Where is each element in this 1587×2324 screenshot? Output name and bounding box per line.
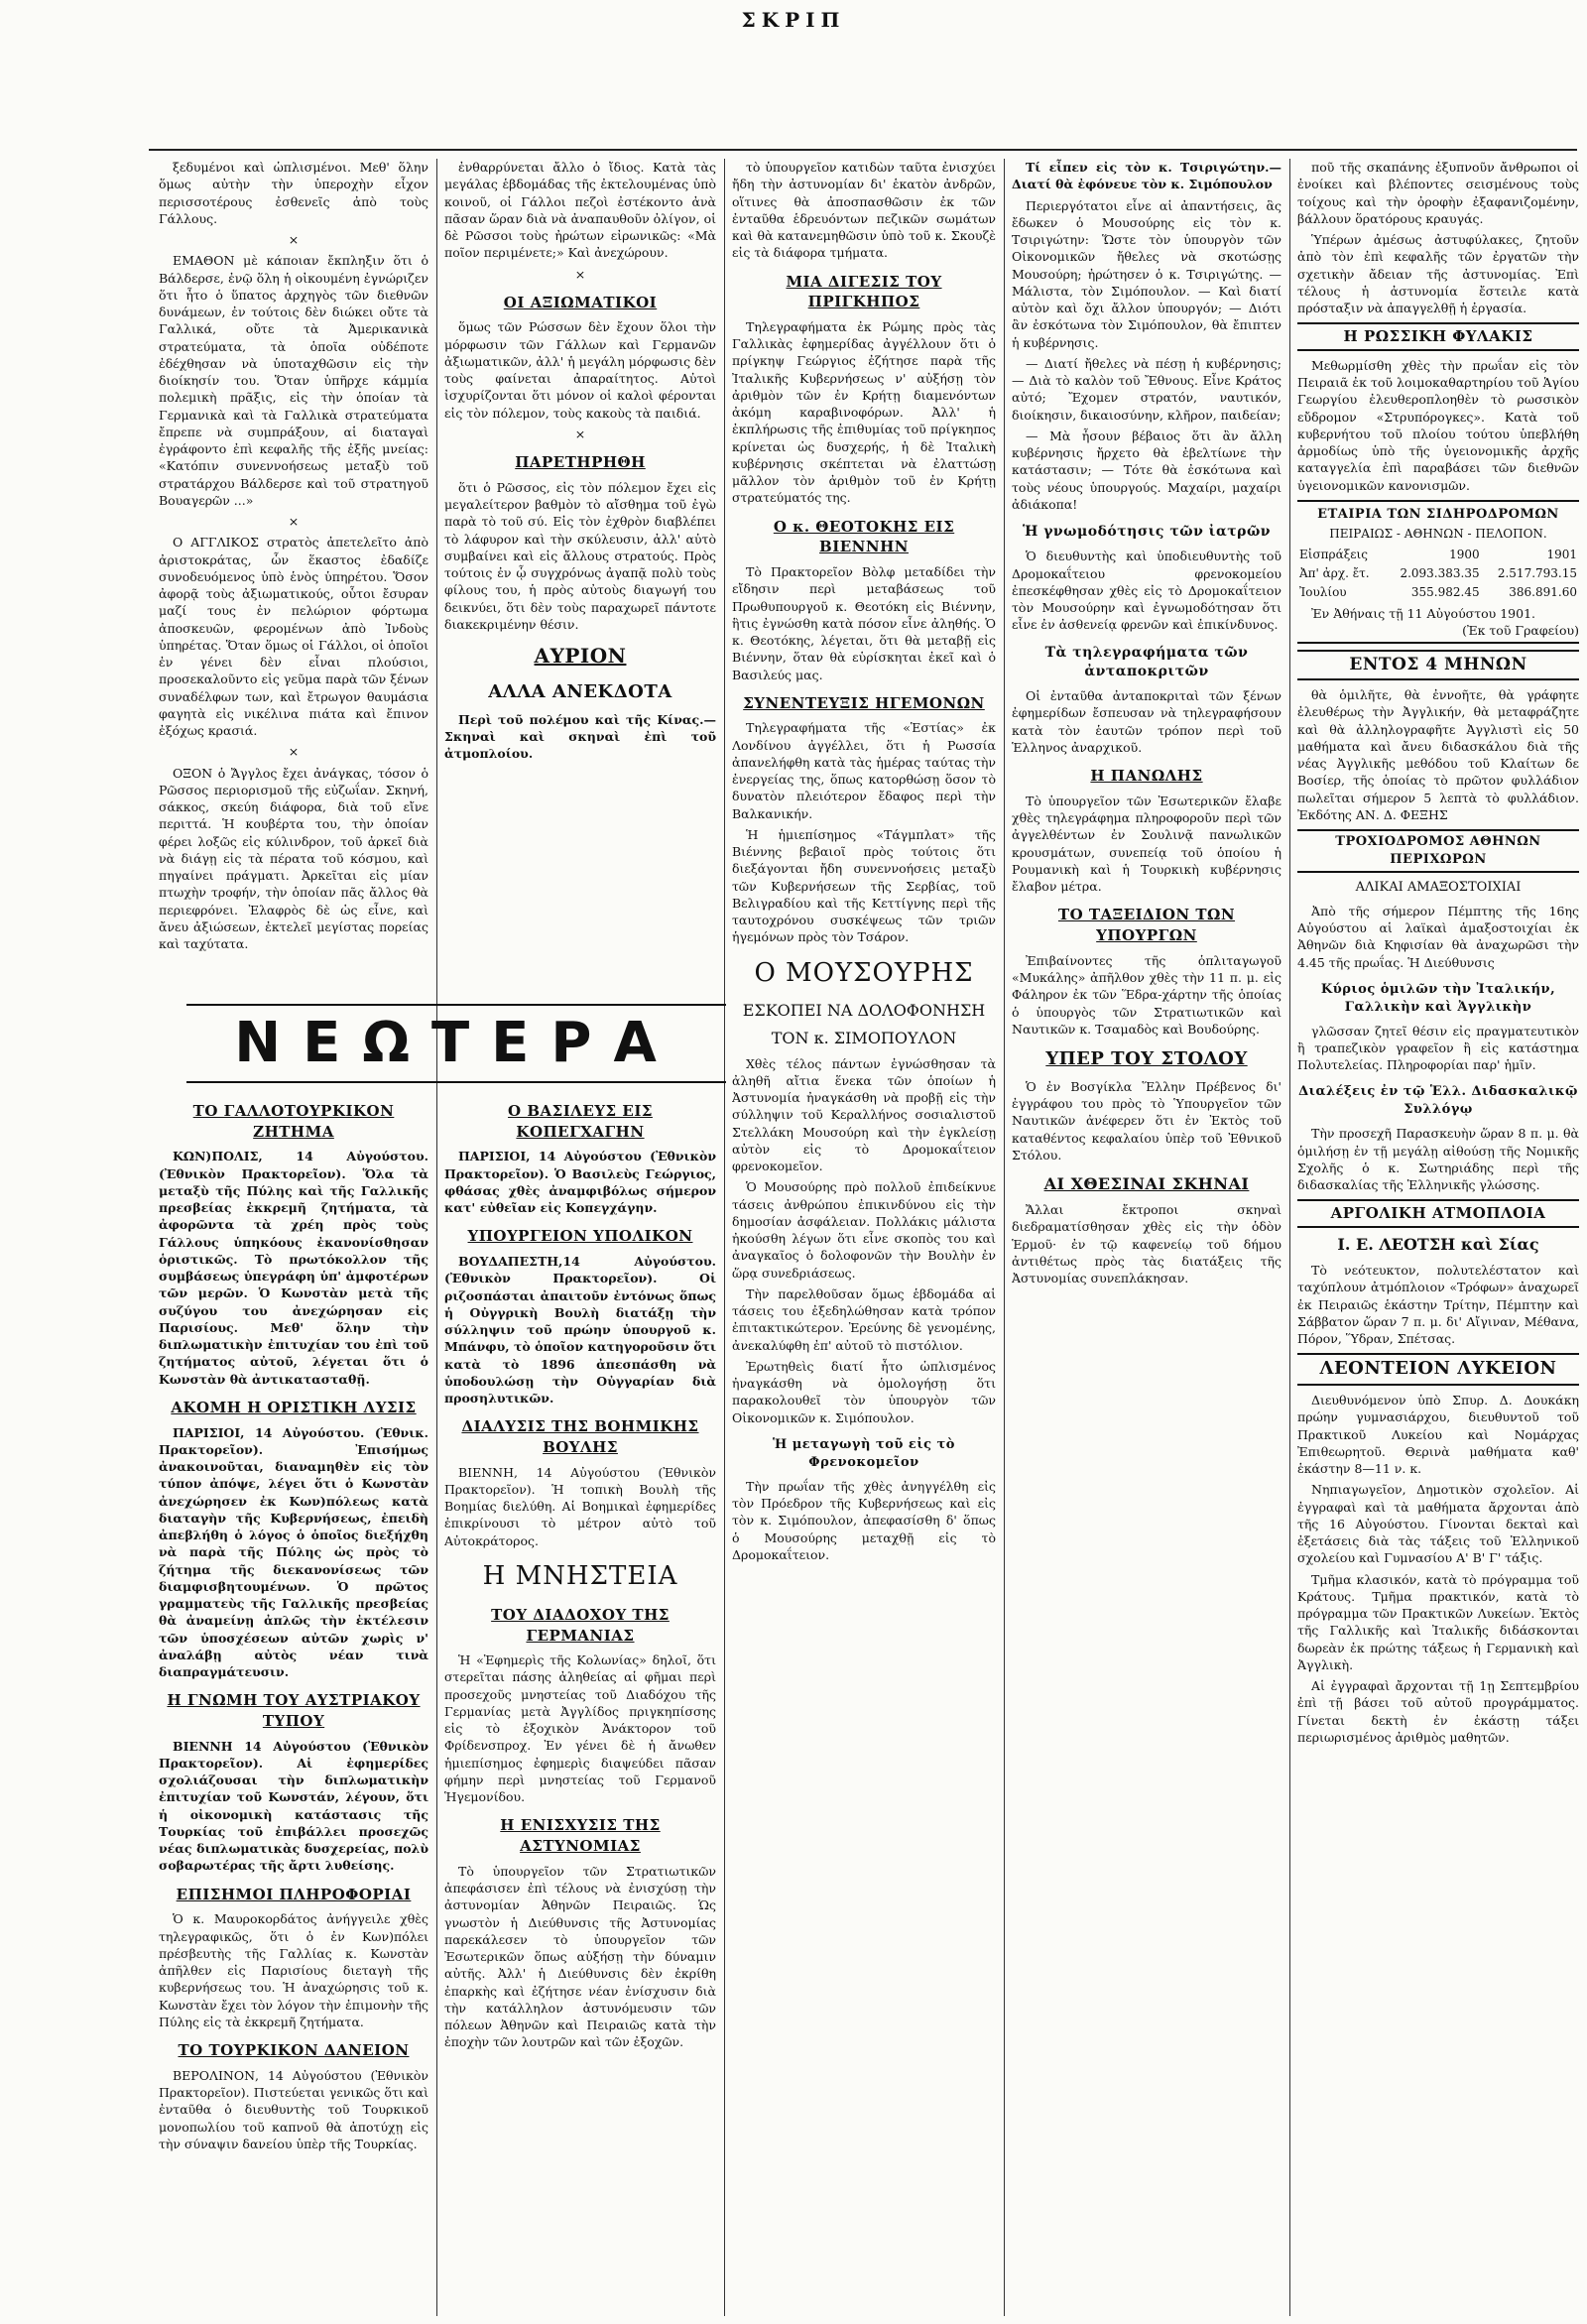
article-heading: ΤΟ ΓΑΛΛΟΤΟΥΡΚΙΚΟΝ ΖΗΤΗΜΑ xyxy=(192,1102,395,1141)
article-heading: ΕΠΙΣΗΜΟΙ ΠΛΗΡΟΦΟΡΙΑΙ xyxy=(176,1885,412,1903)
paragraph: Τὴν προσεχῆ Παρασκευὴν ὥραν 8 π. μ. θὰ ὁμιλήσῃ ἐν τῇ μεγάλῃ αἰθούσῃ τῆς Νομικῆς Σχολῆς ὁ κ. Σωτηριάδης περὶ τῆς διδασκαλίας τῆς Ἑλληνικῆς γλώσσης. xyxy=(1297,1126,1579,1193)
column-rule xyxy=(1004,159,1005,2316)
article-heading: Ἡ γνωμοδότησις τῶν ἰατρῶν xyxy=(1023,524,1271,540)
article-heading: Η ΕΝΙΣΧΥΣΙΣ ΤΗΣ ΑΣΤΥΝΟΜΙΑΣ xyxy=(500,1816,661,1856)
table-header: Εἰσπράξεις xyxy=(1299,548,1368,562)
article-heading: ΣΥΝΕΝΤΕΥΞΙΣ ΗΓΕΜΟΝΩΝ xyxy=(743,693,985,712)
paragraph: Ἀπὸ τῆς σήμερον Πέμπτης τῆς 16ης Αὐγούστου αἱ λαϊκαὶ ἁμαξοστοιχίαι ἐκ Ἀθηνῶν διὰ Κηφισίαν θὰ ἀναχωρῶσι τὴν 4.45 τῆς πρωΐας. Ἡ Διεύθυνσις xyxy=(1297,903,1579,970)
article-subheading: ΕΣΚΟΠΕΙ ΝΑ ΔΟΛΟΦΟΝΗΣΗ xyxy=(742,1000,986,1020)
table-row xyxy=(1297,564,1579,583)
paragraph: ποῦ τῆς σκαπάνης ἐξυπνοῦν ἄνθρωποι οἱ ἐνοίκει καὶ βλέποντες σεισμένους τοὺς τοίχους καὶ τὴν ὀροφὴν ἐξαφανιζομένην, βάλλουν ὅρατόρους κραυγάς. xyxy=(1297,160,1579,226)
paragraph: Οἱ ἐνταῦθα ἀνταποκριταὶ τῶν ξένων ἐφημερίδων ἔσπευσαν νὰ τηλεγραφήσουν κατὰ τὸν ἑαυτῶν τρόπον περὶ τοῦ Ἑλληνος ἀναρχικοῦ. xyxy=(1012,688,1282,755)
paragraph: Τὸ νεότευκτον, πολυτελέστατον καὶ ταχύπλουν ἀτμόπλοιον «Τρόφων» ἀναχωρεῖ ἐκ Πειραιῶς ἑκάστην Τρίτην, Πέμπτην καὶ Σάββατον ὥραν 7 π. μ. δι' Αἴγιναν, Μέθανα, Πόρον, Ὕδραν, Σπέτσας. xyxy=(1297,1263,1579,1347)
paragraph: ΒΟΥΔΑΠΕΣΤΗ,14 Αὐγούστου. (Ἐθνικὸν Πρακτορεῖον). Οἱ ριζοσπάσται ἀπαιτοῦν ἐντόνως ὅπως ἡ Οὐγγρικὴ Βουλὴ διατάξῃ τὴν σύλληψιν τοῦ πρώην ὑπουργοῦ κ. Μπάνφυ, τὸ ὁποῖον κατηγοροῦσιν ὅτι κατὰ τὸ 1896 ἀπεσπάσθη νὰ ὑποδουλώσῃ τὴν Οὐγγαρίαν διὰ προσηλυτικῶν. xyxy=(444,1254,716,1407)
article-heading: Κύριος ὁμιλῶν τὴν Ἰταλικήν, Γαλλικὴν καὶ Ἀγγλικὴν xyxy=(1320,981,1556,1015)
paragraph: Τὴν πρωΐαν τῆς χθὲς ἀνηγγέλθη εἰς τὸν Πρόεδρον τῆς Κυβερνήσεως καὶ εἰς τὸν κ. Σιμόπουλον, ἀπεφασίσθη δ' ὅπως ὁ Μουσούρης μεταχθῇ εἰς τὸ Δρομοκαΐτειον. xyxy=(732,1478,996,1562)
paragraph: τὸ ὑπουργεῖον κατιδὼν ταῦτα ἐνισχύει ἤδη τὴν ἀστυνομίαν δι' ἑκατὸν ἀνδρῶν, οἵτινες θὰ ἀποσπασθῶσιν ἐκ τῶν ἐνταῦθα ἑδρευόντων πεζικῶν σωμάτων καὶ θὰ κατανεμηθῶσιν ὑπὸ τοῦ κ. Σκουζὲ εἰς τὰ διάφορα τμήματα. xyxy=(732,160,996,261)
paragraph: ΚΩΝ)ΠΟΛΙΣ, 14 Αὐγούστου. (Ἐθνικὸν Πρακτορεῖον). Ὅλα τὰ μεταξὺ τῆς Πύλης καὶ τῆς Γαλλικῆς πρεσβείας ἐκκρεμῆ ζητήματα, τὰ ἀφορῶντα τὰ χρέη πρὸς τοὺς Γάλλους ὑπηκόους ἐκανονίσθησαν ὁριστικῶς. Τὸ πρωτόκολλον τῆς συμβάσεως ὑπεγράφη ὑπ' ἀμφοτέρων τῶν μερῶν. Ὁ Κωνστὰν μετὰ τῆς συζύγου του ἀνεχώρησαν εἰς Παρισίους. Μεθ' ὅλην τὴν διπλωματικὴν ἐπιτυχίαν του ἐπὶ τοῦ ζητήματος αὐτοῦ, λέγεται ὅτι ὁ Κωνστὰν θὰ ἀντικατασταθῇ. xyxy=(159,1149,428,1387)
paragraph: — Μὰ ἦσουν βέβαιος ὅτι ἂν ἄλλη κυβέρνησις ἤρχετο θὰ ἐβελτίωνε τὴν κατάστασιν; — Τότε θὰ ἐσκότωνα καὶ τοὺς νέους ὑπουργούς. Μαχαίρι, μαχαίρι ἀδιάκοπα! xyxy=(1012,428,1282,512)
paragraph: ΒΙΕΝΝΗ, 14 Αὐγούστου (Ἐθνικὸν Πρακτορεῖον). Ἡ τοπικὴ Βουλὴ τῆς Βοημίας διελύθη. Αἱ Βοημικαὶ ἐφημερίδες ἐπικρίνουσι τὸ μέτρον αὐτὸ τοῦ Αὐτοκράτορος. xyxy=(444,1464,716,1548)
paragraph: Ἡ ἡμιεπίσημος «Τάγμπλατ» τῆς Βιέννης βεβαιοῖ πρὸς τούτοις ὅτι διεξάγονται ἤδη συνεννοήσεις μεταξὺ τῶν Κυβερνήσεων τῆς Σερβίας, τοῦ Βελιγραδίου καὶ τῆς Κεττίγνης περὶ τῆς ταυτοχρόνου συσκέψεως τῶν τριῶν ἡγεμόνων πρὸς τὸν Τσάρον. xyxy=(732,826,996,945)
table-cell: 2.093.383.35 xyxy=(1400,565,1480,580)
article-heading: Ο κ. ΘΕΟΤΟΚΗΣ ΕΙΣ ΒΙΕΝΝΗΝ xyxy=(773,517,955,556)
article-heading: Η ΠΑΝΩΛΗΣ xyxy=(1090,767,1203,786)
paragraph: Περιεργότατοι εἶνε αἱ ἀπαντήσεις, ἃς ἔδωκεν ὁ Μουσούρης εἰς τὸν κ. Τσιριγώτην: Ὥστε τὸν ὑπουργὸν τῶν Οἰκονομικῶν ἤθελες νὰ σκοτώσῃς Μουσούρη; ἠρώτησεν ὁ κ. Τσιριγώτης. — Μάλιστα, τὸν Σιμόπουλον. — Καὶ διατί αὐτὸν καὶ ὄχι ἄλλον ὑπουργόν; — Διότι ἂν ἐσκότωνα τὸν Σιμόπουλον, θὰ ἔπιπτεν ἡ κυβέρνησις. xyxy=(1012,197,1282,350)
paragraph: Νηπιαγωγεῖον, Δημοτικὸν σχολεῖον. Αἱ ἐγγραφαὶ καὶ τὰ μαθήματα ἄρχονται ἀπὸ τῆς 16 Αὐγούστου. Γίνονται δεκταὶ καὶ ἐξετάσεις διὰ τὰς τάξεις τοῦ Ἑλληνικοῦ σχολείου καὶ Γυμνασίου Α' Β' Γ' τάξις. xyxy=(1297,1482,1579,1566)
paragraph: Τὸ ὑπουργεῖον τῶν Ἐσωτερικῶν ἔλαβε χθὲς τηλεγράφημα πληροφοροῦν περὶ τῶν ἀγγελθέντων ἐν Σουλινᾷ πανωλικῶν κρουσμάτων, συνεπείᾳ τοῦ ὁποίου ἡ Ρουμανικὴ καὶ ἡ Τουρκικὴ κυβέρνησις ἔλαβον μέτρα. xyxy=(1012,793,1282,895)
column-2 xyxy=(444,159,716,992)
table-header: 1901 xyxy=(1546,548,1577,562)
paragraph: Ὁ ἐν Βοσγίκλα Ἕλλην Πρέβενος δι' ἐγγράφου του πρὸς τὸ Ὑπουργεῖον τῶν Ναυτικῶν ἀνέφερεν ὅτι ἐν Ἐκτὸς τοῦ καταθέντος κεφαλαίου ὑπὲρ τοῦ Ἐθνικοῦ Στόλου. xyxy=(1012,1078,1282,1162)
article-heading: ΤΟ ΤΑΞΕΙΔΙΟΝ ΤΩΝ ΥΠΟΥΡΓΩΝ xyxy=(1057,906,1236,945)
paragraph: ἐνθαρρύνεται ἄλλο ὁ ἴδιος. Κατὰ τὰς μεγάλας ἑβδομάδας τῆς ἐκτελουμένας ὑπὸ κοινοῦ, οἱ Γάλλοι πεζοὶ ἐστέκοντο ἀνὰ πᾶσαν ὥραν διὰ νὰ ἀναπαυθοῦν ὀλίγον, οἱ δὲ Ρῶσσοι τοὺς ἠρώτων εἰρωνικῶς: «Μὰ ποῖον περιμένετε;» Καὶ ἀνεχώρουν. xyxy=(444,160,716,261)
table-cell: 2.517.793.15 xyxy=(1497,565,1577,580)
paragraph: Τηλεγραφήματα τῆς «Ἑστίας» ἐκ Λονδίνου ἀγγέλλει, ὅτι ἡ Ρωσσία ἀπανελήφθη κατὰ τὰς ἡμέρας ταύτας τὴν ἐνεργείας της, ὅπως κατορθώσῃ ὅσον τὸ δυνατὸν πλειότερον ἔδαφος περὶ τὴν Βαλκανικήν. xyxy=(732,720,996,821)
separator: × xyxy=(574,426,586,441)
article-heading: ΑΙ ΧΘΕΣΙΝΑΙ ΣΚΗΝΑΙ xyxy=(1043,1174,1250,1194)
paragraph: Ἐπιβαίνοντες τῆς ὁπλιταγωγοῦ «Μυκάλης» ἀπῆλθον χθὲς τὴν 11 π. μ. εἰς Φάληρον ἐκ τῶν Ἕδρα-χάρτην τῆς ὁποίας ὁ ὑπουργὸς τῶν Στρατιωτικῶν καὶ Ναυτικῶν κ. Τσαμαδὸς καὶ Βουδούρης. xyxy=(1012,952,1282,1037)
paragraph: Τί εἶπεν εἰς τὸν κ. Τσιριγώτην.— Διατί θὰ ἐφόνευε τὸν κ. Σιμόπουλον xyxy=(1012,160,1282,192)
separator: × xyxy=(288,744,300,760)
paragraph: Τηλεγραφήματα ἐκ Ρώμης πρὸς τὰς Γαλλικὰς ἐφημερίδας ἀγγέλλουν ὅτι ὁ πρίγκηψ Γεώργιος ἐζήτησε παρὰ τῆς Ἰταλικῆς Κυβερνήσεως ν' αὐξήσῃ τὸν ἀριθμὸν τῶν ἐν Κρήτῃ διαμενόντων ἀκόμη καραβινοφόρων. Ἀλλ' ἡ ἐκπλήρωσις τῆς ἐπιθυμίας τοῦ πρίγκηπος κρίνεται ὡς δυσχερής, ἡ δὲ Ἰταλικὴ κυβέρνησις σκέπτεται νὰ ἐλαττώσῃ μᾶλλον τὸν ἀριθμὸν τοῦ ἐν Κρήτῃ στρατεύματός της. xyxy=(732,318,996,506)
paragraph: θὰ ὁμιλῆτε, θὰ ἐννοῆτε, θὰ γράφητε ἐλευθέρως τὴν Ἀγγλικήν, θὰ μεταφράζητε καὶ θὰ ἀλληλογραφῆτε Ἀγγλιστὶ εἰς 50 μαθήματα καὶ ἄνευ διδασκάλου διὰ τῆς νέας Ἀγγλικῆς μεθόδου τοῦ Κλαίτων δε Βοσίερ, τῆς ὁποίας τὸ πρῶτον φυλλάδιον πωλεῖται σήμερον 5 λεπτὰ τὸ φυλλάδιον. Ἐκδότης ΑΝ. Δ. ΦΕΞΗΣ xyxy=(1297,687,1579,822)
column-3 xyxy=(732,159,996,2316)
article-heading: ΟΙ ΑΞΙΩΜΑΤΙΚΟΙ xyxy=(503,293,658,311)
paragraph: Ὁ Μουσούρης πρὸ πολλοῦ ἐπιδείκνυε τάσεις ἀνθρώπου ἐπικινδύνου εἰς τὴν δημοσίαν ἀσφάλειαν. Πολλάκις μάλιστα ἠκούσθη λέγων ὅτι εἶνε σκοπὸς του καὶ ἀναγκαῖος ὁ δολοφονῶν τὴν Βουλὴν ἐν ὥρᾳ συνεδριάσεως. xyxy=(732,1179,996,1281)
paragraph: ὅτι ὁ Ρῶσσος, εἰς τὸν πόλεμον ἔχει εἰς μεγαλείτερον βαθμὸν τὸ αἴσθημα τοῦ ἐγὼ παρὰ τὸ τοῦ σύ. Εἰς τὸν ἐχθρὸν διαβλέπει τὸ λάφυρον καὶ τὴν σκύλευσιν, ἀλλ' αὐτὸ συμβαίνει καὶ εἰς ἄλλους στρατούς. Πρὸς τούτοις ἐν ᾧ συγχρόνως ἀγαπᾷ πολὺ τοὺς φίλους του, ἡ πρὸς αὐτοὺς διαγωγή του δεικνύει, ὅτι δὲν τοὺς παραχωρεῖ πάντοτε διακεκριμένην θέσιν. xyxy=(444,479,716,632)
masthead: ΣΚΡΙΠ xyxy=(741,8,846,32)
paragraph: Τὸ Πρακτορεῖον Βὸλφ μεταδίδει τὴν εἴδησιν περὶ μεταβάσεως τοῦ Πρωθυπουργοῦ κ. Θεοτόκη εἰς Βιέννην, ἣτις ἐγνώσθη κατὰ πόσον εἶνε ἀληθής. Ὁ κ. Θεοτόκης, λέγεται, ὅτι θὰ μεταβῇ εἰς Βιέννην, ὅταν θὰ εὑρίσκηται ἐκεῖ καὶ ὁ Βασιλεύς μας. xyxy=(732,564,996,682)
table-cell: Ἀπ' ἀρχ. ἔτ. xyxy=(1299,565,1370,580)
article-heading: ΤΟΥ ΔΙΑΔΟΧΟΥ ΤΗΣ ΓΕΡΜΑΝΙΑΣ xyxy=(491,1605,670,1645)
paragraph: Χθὲς τέλος πάντων ἐγνώσθησαν τὰ ἀληθῆ αἴτια ἕνεκα τῶν ὁποίων ἡ Ἀστυνομία ἠναγκάσθη νὰ προβῇ εἰς τὴν σύλληψιν τοῦ Κεραλλήνος σοσιαλιστοῦ Στελλάκη Μουσούρη καὶ τὴν ἐγκλείσῃ αὐτὸν εἰς τὸ Δρομοκαΐτειον φρενοκομεῖον. xyxy=(732,1055,996,1174)
article-subheading: ΤΟΝ κ. ΣΙΜΟΠΟΥΛΟΝ xyxy=(771,1028,957,1047)
banner-rule xyxy=(186,1004,726,1006)
article-heading: Ἡ μεταγωγὴ τοῦ εἰς τὸ Φρενοκομεῖον xyxy=(773,1436,955,1470)
article-heading: Η ΜΝΗΣΤΕΙΑ xyxy=(482,1560,678,1591)
article-heading: Ο ΜΟΥΣΟΥΡΗΣ xyxy=(754,957,974,988)
table-header: 1900 xyxy=(1449,548,1480,562)
neotera-right-column xyxy=(444,1091,716,2316)
article-subheading: Ι. Ε. ΛΕΟΤΣΗ καὶ Σίας xyxy=(1337,1235,1539,1255)
paragraph: Ὑπέρων ἀμέσως ἀστυφύλακες, ζητοῦν ἀπὸ τὸν ἐπὶ κεφαλῆς τῶν ἐργατῶν τὴν σχετικὴν ἄδειαν τῆς ἀστυνομίας. Ἐπὶ τέλους ἡ ἀστυνομία ἔστειλε κατὰ πρόσταξιν νὰ ἀπαγγελθῇ ἡ ἐργασία. xyxy=(1297,232,1579,315)
table-note: Ἐν Ἀθήναις τῇ 11 Αὐγούστου 1901. xyxy=(1311,606,1536,622)
paragraph: ΟΞΟΝ ὁ Ἄγγλος ἔχει ἀνάγκας, τόσον ὁ Ρῶσσος περιορισμοῦ τῆς εὐζωΐαν. Σκηνή, σάκκος, σκεύη διάφορα, διὰ τοῦ εἴνε περιττά. Ἡ κουβέρτα του, τὴν ὁποίαν φέρει λοξῶς εἰς κύλινδρον, τοῦ ἀρκεῖ διὰ νὰ διάγῃ εἰς τὰ πέρατα τοῦ κόσμου, καὶ πηγαίνει πράγματι. Ἀρκεῖται εἰς μίαν πτωχὴν τροφήν, τὴν ὁποίαν πᾶς ἄλλος θὰ περιεφρόνει. Ἐλαφρὸς δὲ ὡς εἶνε, καὶ ἄνευ ἀξιώσεων, ἐκτελεῖ μεγίστας πορείας καὶ ταχύτατα. xyxy=(159,765,428,951)
article-heading: ΑΚΟΜΗ Η ΟΡΙΣΤΙΚΗ ΛΥΣΙΣ xyxy=(171,1398,417,1416)
article-heading: Τὰ τηλεγραφήματα τῶν ἀνταποκριτῶν xyxy=(1044,644,1249,679)
column-rule xyxy=(436,159,437,2316)
article-heading: ΕΤΑΙΡΙΑ ΤΩΝ ΣΙΔΗΡΟΔΡΟΜΩΝ xyxy=(1317,506,1559,522)
paragraph: Μεθωρμίσθη χθὲς τὴν πρωΐαν εἰς τὸν Πειραιᾶ ἐκ τοῦ λοιμοκαθαρτηρίου τοῦ Ἁγίου Γεωργίου ἐλευθεροπλοηθὲν τὸ ρωσσικὸν εὔδρομον «Στρυπόρογκες». Κατὰ τοῦ κυβερνήτου τοῦ πλοίου τούτου ὑπεβλήθη ἀρμοδίως ὑπὸ τῆς ὑγειονομικῆς ἀρχῆς καταγγελία ἐπὶ παραβάσει τῶν διεθνῶν ὑγειονομικῶν κανονισμῶν. xyxy=(1297,357,1579,493)
article-heading: Ο ΒΑΣΙΛΕΥΣ ΕΙΣ ΚΟΠΕΓΧΑΓΗΝ xyxy=(508,1102,653,1141)
table-cell: 355.982.45 xyxy=(1410,584,1480,599)
paragraph: Ἡ «Ἐφημερὶς τῆς Κολωνίας» δηλοῖ, ὅτι στερεῖται πάσης ἀληθείας αἱ φῆμαι περὶ προσεχοῦς μνηστείας τοῦ Διαδόχου τῆς Γερμανίας μετὰ Ἀγγλίδος πριγκηπίσσης εἰς τὸ ἐξοχικὸν Ἀνάκτορον τοῦ Φρίδενσπροχ. Ἐν γένει δὲ ἡ ἄνωθεν ἡμιεπίσημος ἐφημερὶς διαψεύδει πᾶσαν φήμην περὶ μνηστείας τοῦ Γερμανοῦ Ἡγεμονίδου. xyxy=(444,1652,716,1805)
article-heading: ΑΡΓΟΛΙΚΗ ΑΤΜΟΠΛΟΙΑ xyxy=(1297,1199,1579,1228)
article-subheading: ΑΛΙΚΑΙ ΑΜΑΞΟΣΤΟΙΧΙΑΙ xyxy=(1355,879,1522,895)
table-source: (Ἐκ τοῦ Γραφείου) xyxy=(1462,623,1579,639)
paragraph: ὅμως τῶν Ρώσσων δὲν ἔχουν ὅλοι τὴν μόρφωσιν τῶν Γάλλων καὶ Γερμανῶν ἀξιωματικῶν, ἀλλ' ἡ μεγάλη μόρφωσις δὲν τοὺς φαίνεται ἀπαραίτητος. Αὐτοὶ ἰσχυρίζονται ὅτι μόνον οἱ καλοὶ φέρονται εἰς τὸν πόλεμον, τοὺς κακοὺς τὰ παιδιά. xyxy=(444,319,716,421)
article-heading: ΑΥΡΙΟΝ xyxy=(534,644,627,669)
paragraph: ξεδυμένοι καὶ ὡπλισμένοι. Μεθ' ὅλην ὅμως αὐτὴν τὴν ὑπεροχὴν εἶχον περισσοτέρους ἐσθενεῖς ἀπὸ τοὺς Γάλλους. xyxy=(159,160,428,226)
article-heading: ΤΡΟΧΙΟΔΡΟΜΟΣ ΑΘΗΝΩΝ ΠΕΡΙΧΩΡΩΝ xyxy=(1297,829,1579,873)
section-banner: ΝΕΩΤΕΡΑ xyxy=(234,1011,678,1075)
neotera-left-column xyxy=(159,1091,428,2316)
paragraph: ΒΙΕΝΝΗ 14 Αὐγούστου (Ἐθνικὸν Πρακτορεῖον). Αἱ ἐφημερίδες σχολιάζουσαι τὴν διπλωματικὴν ἐπιτυχίαν τοῦ Κωνστάν, λέγουν, ὅτι ἡ οἰκονομικὴ κατάστασις τῆς Τουρκίας τοῦ ἐπιβάλλει προσεχῶς νέας διπλωματικὰς δυσχερείας, πολὺ σοβαρωτέρας τῆς ἄρτι λυθείσης. xyxy=(159,1738,428,1874)
paragraph: Τμῆμα κλασικόν, κατὰ τὸ πρόγραμμα τοῦ Κράτους. Τμῆμα πρακτικόν, κατὰ τὸ πρόγραμμα τῶν Πρακτικῶν Λυκείων. Ἐκτὸς τῆς Γαλλικῆς καὶ Ἰταλικῆς διδάσκονται δωρεὰν ἐκ πρώτης τάξεως ἡ Γερμανικὴ καὶ Ἀγγλικὴ. xyxy=(1297,1571,1579,1672)
paragraph: Τὴν παρελθοῦσαν ὅμως ἑβδομάδα αἱ τάσεις του ἐξεδηλώθησαν κατὰ τρόπον ἐπιτακτικώτερον. Ἐρεύνης δὲ γενομένης, ἀνεκαλύφθη ἐπ' αὐτοῦ τὸ πιστόλιον. xyxy=(732,1285,996,1353)
paragraph: ΕΜΑΘΟΝ μὲ κάποιαν ἔκπληξιν ὅτι ὁ Βάλδερσε, ἐνῷ ὅλη ἡ οἰκουμένη ἐγνώριζεν ὅτι ἦτο ὁ ὕπατος ἀρχηγὸς τῶν διεθνῶν δυνάμεων, ἐν τούτοις δὲν διώκει οὔτε τὰ Γαλλικά, οὔτε τὰ Ἀμερικανικὰ στρατεύματα, τὰ ὁποῖα οὐδέποτε ἐδέχθησαν νὰ ὑποταχθῶσιν εἰς τὴν διοίκησίν του. Ὅταν ὑπῆρχε κάμμία πολεμικὴ πρᾶξις, εἰς τὴν ὁποίαν τὰ Γερμανικὰ καὶ τὰ Γαλλικὰ στρατεύματα ἔπρεπε νὰ συμπράξουν, αἱ διαταγαὶ ἐγράφοντο ἐπὶ κεφαλῆς τῆς ἐξῆς μνείας: «Κατόπιν συνεννοήσεως μεταξὺ τοῦ στρατάρχου Βάλδερσε καὶ τοῦ στρατηγοῦ Βουαγερῶν ...» xyxy=(159,253,428,508)
paragraph: Τὸ ὑπουργεῖον τῶν Στρατιωτικῶν ἀπεφάσισεν ἐπὶ τέλους νὰ ἐνισχύσῃ τὴν ἀστυνομίαν Ἀθηνῶν Πειραιῶς. Ὡς γνωστὸν ἡ Διεύθυνσις τῆς Ἀστυνομίας παρεκάλεσεν τὸ ὑπουργεῖον τῶν Ἐσωτερικῶν ὅπως αὐξήσῃ τὴν δύναμιν αὐτῆς. Ἀλλ' ἡ Διεύθυνσις δὲν ἐκρίθη ἐπαρκὴς καὶ ἐζήτησε νέαν ἐνίσχυσιν διὰ τὴν κατάλληλον ἀστυνόμευσιν τῶν πόλεων Ἀθηνῶν καὶ Πειραιῶς κατὰ τὴν ἐποχὴν τῶν λουτρῶν καὶ τῶν ἐξοχῶν. xyxy=(444,1863,716,2050)
paragraph: γλῶσσαν ζητεῖ θέσιν εἰς πραγματευτικὸν ἢ τραπεζικὸν γραφεῖον ἢ εἰς κατάστημα Πολυτελείας. Πληροφορίαι παρ' ἡμῖν. xyxy=(1297,1023,1579,1073)
paragraph: Ὁ διευθυντὴς καὶ ὑποδιευθυντὴς τοῦ Δρομοκαΐτειου φρενοκομείου ἐπεσκέφθησαν χθὲς εἰς τὸ Δρομοκαΐτειον τὸν Μουσούρην καὶ ἐγνωμοδότησαν ὅτι εἶνε ἐν ἀσθενείᾳ φρενῶν καὶ ἐπικίνδυνος. xyxy=(1012,549,1282,633)
paragraph: Ὁ κ. Μαυροκορδάτος ἀνήγγειλε χθὲς τηλεγραφικῶς, ὅτι ὁ ἐν Κων)πόλει πρέσβευτὴς τῆς Γαλλίας κ. Κωνστὰν ἀπῆλθεν εἰς Παρισίους διεταγὴ τῆς κυβερνήσεως του. Ἡ ἀναχώρησις τοῦ κ. Κωνστὰν ἔχει τὸν λόγον τὴν ἐπιμονὴν τῆς Πύλης εἰς τὰ ἐκκρεμῆ ζητήματα. xyxy=(159,1911,428,2029)
article-heading: Η ΓΝΩΜΗ ΤΟΥ ΑΥΣΤΡΙΑΚΟΥ ΤΥΠΟΥ xyxy=(167,1691,421,1730)
paragraph: — Διατί ἤθελες νὰ πέσῃ ἡ κυβέρνησις; — Διὰ τὸ καλὸν τοῦ Ἔθνους. Εἶνε Κράτος αὐτό; Ἔχομεν στρατόν, ναυτικόν, διοίκησιν, δικαιοσύνην, κλῆρον, παιδείαν; xyxy=(1012,355,1282,423)
top-rule xyxy=(149,149,1577,151)
paragraph: ΒΕΡΟΛΙΝΟΝ, 14 Αὐγούστου (Ἐθνικὸν Πρακτορεῖον). Πιστεύεται γενικῶς ὅτι καὶ ἐνταῦθα ὁ διευθυντὴς τοῦ Τουρκικοῦ μονοπωλίου τοῦ καπνοῦ θὰ ἀποτύχῃ εἰς τὴν σύναψιν δανείου ὑπὲρ τῆς Τουρκίας. xyxy=(159,2067,428,2151)
article-heading: Η ΡΩΣΣΙΚΗ ΦΥΛΑΚΙΣ xyxy=(1297,322,1579,351)
article-heading: ΛΕΟΝΤΕΙΟΝ ΛΥΚΕΙΟΝ xyxy=(1297,1353,1579,1386)
column-5 xyxy=(1297,159,1579,2316)
separator: × xyxy=(288,232,300,247)
paragraph: Αἱ ἐγγραφαὶ ἄρχονται τῇ 1ῃ Σεπτεμβρίου ἐπὶ τῇ βάσει τοῦ αὐτοῦ προγράμματος. Γίνεται δεκτὴ ἐν ἑκάστῃ τάξει περιωρισμένος ἀριθμὸς μαθητῶν. xyxy=(1297,1678,1579,1745)
article-heading: ΥΠΕΡ ΤΟΥ ΣΤΟΛΟΥ xyxy=(1045,1048,1248,1069)
column-rule xyxy=(724,159,725,2316)
column-rule xyxy=(1289,159,1290,2316)
paragraph: Ἐρωτηθεὶς διατί ἦτο ὡπλισμένος ἠναγκάσθη νὰ ὁμολογήσῃ ὅτι παρακολουθεῖ τὸν ὑπουργὸν τῶν Οἰκονομικῶν κ. Σιμόπουλον. xyxy=(732,1358,996,1425)
railway-notice xyxy=(1297,500,1579,644)
article-heading: ΥΠΟΥΡΓΕΙΟΝ ΥΠΟΛΙΚΟΝ xyxy=(467,1227,693,1246)
article-heading: Διαλέξεις ἐν τῷ Ἑλλ. Διδασκαλικῷ Συλλόγῳ xyxy=(1298,1084,1578,1118)
separator: × xyxy=(574,266,586,282)
article-heading: ΠΑΡΕΤΗΡΗΘΗ xyxy=(515,453,646,472)
paragraph: ΠΑΡΙΣΙΟΙ, 14 Αὐγούστου. (Ἐθνικ. Πρακτορεῖον). Ἐπισήμως ἀνακοινοῦται, διαναμηθὲν εἰς τὸν τύπον ἀπόψε, λέγει ὅτι ὁ Κωνστὰν ἀνεχώρησεν ἐκ Κων)πόλεως κατὰ διαταγὴν τῆς Κυβερνήσεως, ἐπειδὴ ἀπεβλήθη ὁ λόγος ὁ ὁποῖος διεξήχθη νὰ παρὰ τῆς Πύλης ὡς πρὸς τὸ ζήτημα τῆς διεκανονίσεως τῶν διαμφισβητουμένων. Ὁ πρῶτος γραμματεὺς τῆς Γαλλικῆς πρεσβείας θὰ ἀναμείνῃ ἀπλῶς τὴν ἐκτέλεσιν τῶν ὑποσχέσεων αὐτῶν χωρὶς ν' ἀναλάβῃ αὐτὸς νέαν τινὰ διαπραγμάτευσιν. xyxy=(159,1424,428,1680)
article-heading: ΑΛΛΑ ΑΝΕΚΔΟΤΑ xyxy=(488,680,672,702)
column-1 xyxy=(159,159,428,1012)
banner-rule xyxy=(186,1081,726,1083)
table-cell: Ἰουλίου xyxy=(1299,584,1347,599)
table-cell: 386.891.60 xyxy=(1509,584,1577,599)
paragraph: Διευθυνόμενον ὑπὸ Σπυρ. Δ. Δουκάκη πρώην γυμνασιάρχου, διευθυντοῦ τοῦ Πρακτικοῦ Λυκείου καὶ Νομάρχας Ἐπιθεωρητοῦ. Θερινὰ μαθήματα καθ' ἑκάστην 8—11 ν. κ. xyxy=(1297,1393,1579,1477)
table-row xyxy=(1297,583,1579,602)
paragraph: Ο ΑΓΓΛΙΚΟΣ στρατὸς ἀπετελεῖτο ἀπὸ ἀριστοκράτας, ὧν ἕκαστος ἐδαδίζε συνοδευόμενος ὑπὸ ἑνὸς ὑπηρέτου. Ὅσον ἀφορᾷ τοὺς ἀξιωματικούς, οὗτοι ἔσυραν μαζί τους ἐν πελώριον φόρτωμα ἀποσκευῶν, φερομένων ἀπὸ Ἰνδοὺς ὑπηρέτας. Ὅταν ὅμως οἱ Γάλλοι, οἱ ὁποῖοι ἐν γένει δὲν εἶναι πλούσιοι, προσεκαλοῦντο εἰς γεῦμα παρὰ τῶν ξένων συναδέλφων των, καὶ ἔτρωγον θαυμάσια φαγητὰ εἰς νικέλινα πιάτα καὶ ἔπινον ἐξόχως κρασιά. xyxy=(159,535,428,738)
article-heading: ΤΟ ΤΟΥΡΚΙΚΟΝ ΔΑΝΕΙΟΝ xyxy=(178,2041,410,2060)
revenue-table xyxy=(1297,546,1579,601)
article-heading: ΜΙΑ ΔΙΓΕΣΙΣ ΤΟΥ ΠΡΙΓΚΗΠΟΣ xyxy=(786,272,942,311)
separator: × xyxy=(288,514,300,529)
paragraph: Ἄλλαι ἔκτροποι σκηναὶ διεδραματίσθησαν χθὲς εἰς τὴν ὁδὸν Ἑρμοῦ· ἐν τῷ καφενείῳ τοῦ δήμου ἀντιθέτως πρὸς τὰς διατάξεις τῆς Ἀστυνομίας συνεπλάκησαν. xyxy=(1012,1202,1282,1286)
column-4 xyxy=(1012,159,1282,2316)
article-heading: ΔΙΑΛΥΣΙΣ ΤΗΣ ΒΟΗΜΙΚΗΣ ΒΟΥΛΗΣ xyxy=(461,1417,699,1456)
paragraph: Περὶ τοῦ πολέμου καὶ τῆς Κίνας.— Σκηναὶ καὶ σκηναὶ ἐπὶ τοῦ ἀτμοπλοίου. xyxy=(444,711,716,762)
article-subheading: ΠΕΙΡΑΙΩΣ - ΑΘΗΝΩΝ - ΠΕΛΟΠΟΝ. xyxy=(1329,526,1547,541)
article-heading: ΕΝΤΟΣ 4 ΜΗΝΩΝ xyxy=(1297,650,1579,680)
table-header-row xyxy=(1297,546,1579,564)
paragraph: ΠΑΡΙΣΙΟΙ, 14 Αὐγούστου (Ἐθνικὸν Πρακτορεῖον). Ὁ Βασιλεὺς Γεώργιος, φθάσας χθὲς ἀναμφιβόλως σήμερον κατ' εὐθεῖαν εἰς Κοπεγχάγην. xyxy=(444,1149,716,1216)
